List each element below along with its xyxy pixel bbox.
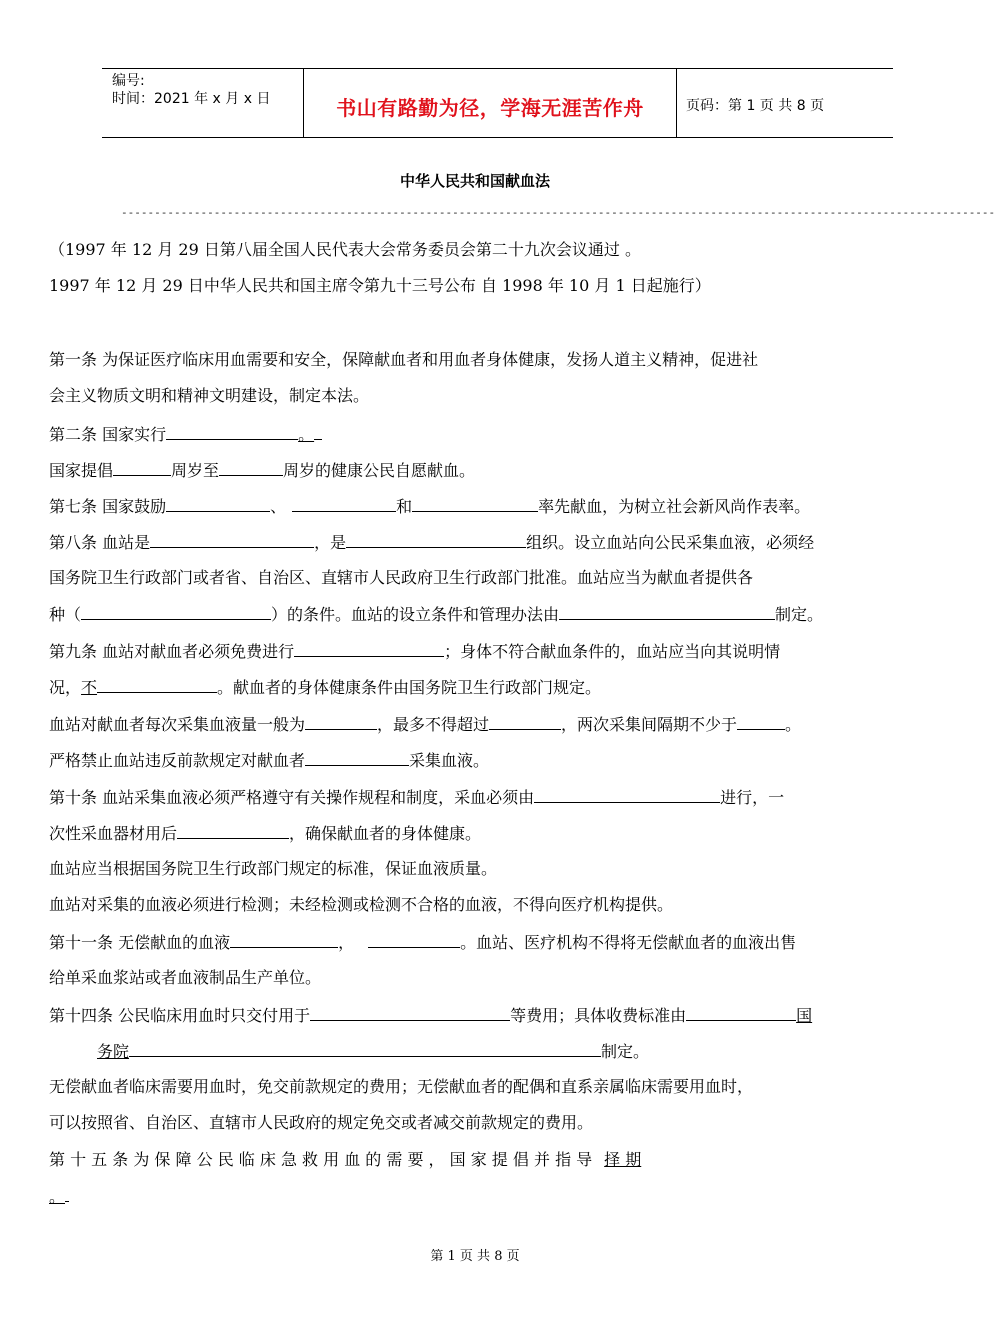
article-text: 周岁至 — [171, 461, 220, 480]
article-text: 组织。设立血站向公民采集血液，必须经 — [526, 533, 815, 552]
page-footer: 第 1 页 共 8 页 — [430, 1249, 520, 1264]
blank-line — [310, 1005, 510, 1021]
article-1-line: 会主义物质文明和精神文明建设，制定本法。 — [49, 386, 370, 405]
article-9-line — [49, 641, 780, 662]
blank-line — [292, 496, 396, 512]
article-14-line — [97, 1041, 649, 1062]
article-text: 第二条 国家实行 — [49, 425, 167, 444]
article-8-line: 国务院卫生行政部门或者省、自治区、直辖市人民政府卫生行政部门批准。血站应当为献血者提供各 — [49, 568, 754, 587]
article-text: 制定。 — [775, 605, 824, 624]
header-meta-cell — [102, 69, 303, 137]
article-text: ；身体不符合献血条件的，血站应当向其说明情 — [444, 642, 781, 661]
blank-line — [346, 532, 526, 548]
motto: 书山有路勤为径，学海无涯苦作舟 — [336, 96, 644, 120]
blank-line — [166, 496, 270, 512]
blank-line — [129, 1041, 601, 1057]
article-8-line — [49, 604, 823, 625]
article-text: 。 — [785, 715, 802, 734]
blank-line — [150, 532, 314, 548]
article-text: 第 十 五 条 为 保 障 公 民 临 床 急 救 用 血 的 需 要 ， 国 家 提 倡 并 指 导 — [49, 1150, 593, 1169]
blank-line — [305, 714, 377, 730]
article-9c-line — [49, 750, 489, 771]
article-text: 国家提倡 — [49, 461, 114, 480]
article-text: 务院 — [97, 1042, 130, 1061]
blank-line — [113, 460, 171, 476]
article-text: 不 — [81, 678, 98, 697]
article-9-line — [49, 677, 601, 698]
article-10c-line: 血站对采集的血液必须进行检测；未经检测或检测不合格的血液，不得向医疗机构提供。 — [49, 895, 674, 914]
article-text: 采集血液。 — [409, 751, 490, 770]
serial-label: 编号: — [112, 73, 145, 89]
article-text: ，是 — [314, 533, 347, 552]
separator-line: ------------------------------------------------------------------------------------------------------------------------------------ — [121, 206, 995, 219]
header-page-cell — [676, 69, 893, 137]
article-text: 。 — [298, 425, 315, 444]
blank-line — [412, 496, 538, 512]
article-text: 第九条 血站对献血者必须免费进行 — [49, 642, 295, 661]
article-text: 。血站、医疗机构不得将无偿献血者的血液出售 — [460, 933, 797, 952]
article-14b-line: 无偿献血者临床需要用血时，免交前款规定的费用；无偿献血者的配偶和直系亲属临床需要用血时， — [49, 1077, 754, 1096]
article-text: ， — [338, 933, 355, 952]
blank-line — [65, 1186, 69, 1202]
blank-line — [368, 932, 460, 948]
article-10-line — [49, 787, 784, 808]
header-motto-cell — [303, 69, 677, 137]
article-text: 择 期 — [604, 1150, 642, 1169]
document-title: 中华人民共和国献血法 — [399, 172, 550, 190]
blank-line — [166, 424, 298, 440]
blank-line — [219, 460, 283, 476]
article-text: 、 — [270, 497, 287, 516]
blank-line — [81, 604, 271, 620]
blank-line — [686, 1005, 796, 1021]
article-14-line — [49, 1005, 812, 1026]
article-text: 第十条 血站采集血液必须严格遵守有关操作规程和制度，采血必须由 — [49, 788, 535, 807]
article-11-line: 给单采血浆站或者血液制品生产单位。 — [49, 968, 322, 987]
article-text: 第十四条 公民临床用血时只交付用于 — [49, 1006, 311, 1025]
article-text: 。 — [49, 1187, 66, 1206]
article-1-line: 第一条 为保证医疗临床用血需要和安全，保障献血者和用血者身体健康，发扬人道主义精神，促进社 — [49, 350, 759, 369]
page-indicator: 页码：第 1 页 共 8 页 — [686, 98, 825, 114]
article-2b-line — [49, 460, 475, 481]
article-14b-line: 可以按照省、自治区、直辖市人民政府的规定免交或者减交前款规定的费用。 — [49, 1113, 594, 1132]
blank-line — [294, 641, 444, 657]
preamble-line: （1997 年 12 月 29 日第八届全国人民代表大会常务委员会第二十九次会议通过 。 — [49, 240, 641, 259]
article-text: ，最多不得超过 — [377, 715, 490, 734]
blank-line — [97, 677, 217, 693]
article-text: 国 — [796, 1006, 813, 1025]
article-text: 进行，一 — [720, 788, 785, 807]
article-text: 第七条 国家鼓励 — [49, 497, 167, 516]
blank-line — [534, 787, 720, 803]
article-text: 况， — [49, 678, 82, 697]
article-text: 率先献血，为树立社会新风尚作表率。 — [538, 497, 811, 516]
article-8-line — [49, 532, 814, 553]
article-text: ，两次采集间隔期不少于 — [561, 715, 738, 734]
blank-line — [737, 714, 785, 730]
article-text: 次性采血器材用后 — [49, 824, 178, 843]
article-text: 血站对献血者每次采集血液量一般为 — [49, 715, 306, 734]
article-text: 周岁的健康公民自愿献血。 — [283, 461, 476, 480]
blank-line — [305, 750, 409, 766]
article-text: 严格禁止血站违反前款规定对献血者 — [49, 751, 306, 770]
article-text: 第八条 血站是 — [49, 533, 151, 552]
article-10-line — [49, 823, 481, 844]
article-15-line — [49, 1150, 641, 1170]
article-text: ，确保献血者的身体健康。 — [289, 824, 482, 843]
blank-line — [177, 823, 289, 839]
blank-line — [230, 932, 338, 948]
article-text: 和 — [396, 497, 413, 516]
preamble-line: 1997 年 12 月 29 日中华人民共和国主席令第九十三号公布 自 1998 年 10 月 1 日起施行） — [49, 276, 711, 295]
article-2-line — [49, 424, 322, 445]
article-text: 。献血者的身体健康条件由国务院卫生行政部门规定。 — [217, 678, 602, 697]
article-10b-line: 血站应当根据国务院卫生行政部门规定的标准，保证血液质量。 — [49, 859, 498, 878]
article-text: 第十一条 无偿献血的血液 — [49, 933, 231, 952]
article-text: ）的条件。血站的设立条件和管理办法由 — [271, 605, 560, 624]
article-11-line — [49, 932, 796, 953]
article-7-line — [49, 496, 810, 517]
date-label: 时间：2021 年 x 月 x 日 — [112, 91, 271, 107]
blank-line — [489, 714, 561, 730]
blank-line — [314, 424, 322, 440]
article-text: 制定。 — [601, 1042, 650, 1061]
header-table — [102, 68, 893, 138]
article-text: 种（ — [49, 605, 82, 624]
blank-line — [559, 604, 775, 620]
article-9b-line — [49, 714, 801, 735]
article-15-line — [49, 1186, 69, 1207]
article-text: 等费用；具体收费标准由 — [510, 1006, 687, 1025]
